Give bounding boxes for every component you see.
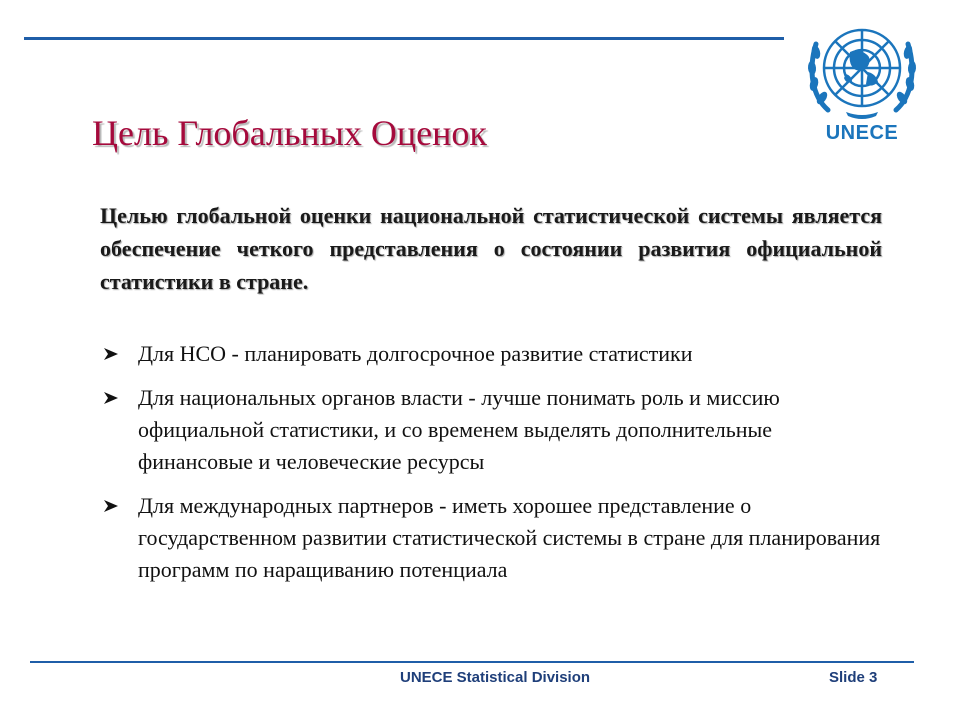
- unece-logo: [806, 18, 918, 150]
- footer-organization: UNECE Statistical Division: [400, 669, 591, 686]
- bullet-item-international-partners: [104, 490, 884, 586]
- bottom-rule: [30, 661, 914, 663]
- arrow-bullet-icon: [104, 348, 118, 360]
- unece-logo-text: UNECE: [825, 122, 899, 144]
- bullet-text: Для НСО - планировать долгосрочное развитие статистики: [138, 341, 693, 366]
- bullet-list: [104, 338, 884, 598]
- slide-number: Slide 3: [829, 669, 878, 686]
- bullet-text: Для национальных органов власти - лучше понимать роль и миссию официальной статистики, и со временем выделять дополнительные финансовые и человеческие ресурсы: [138, 385, 780, 474]
- slide-title: Цель Глобальных Оценок: [92, 113, 487, 153]
- intro-paragraph: Целью глобальной оценки национальной статистической системы является обеспечение четкого представления о состоянии развития официальной статистики в стране.: [100, 203, 882, 294]
- top-rule: [24, 37, 784, 40]
- un-emblem-icon: [806, 18, 918, 122]
- arrow-bullet-icon: [104, 500, 118, 512]
- bullet-item-nso: [104, 338, 884, 370]
- arrow-bullet-icon: [104, 392, 118, 404]
- bullet-text: Для международных партнеров - иметь хорошее представление о государственном развитии статистической системы в стране для планирования программ по наращиванию потенциала: [138, 493, 881, 582]
- bullet-item-national-authorities: [104, 382, 884, 478]
